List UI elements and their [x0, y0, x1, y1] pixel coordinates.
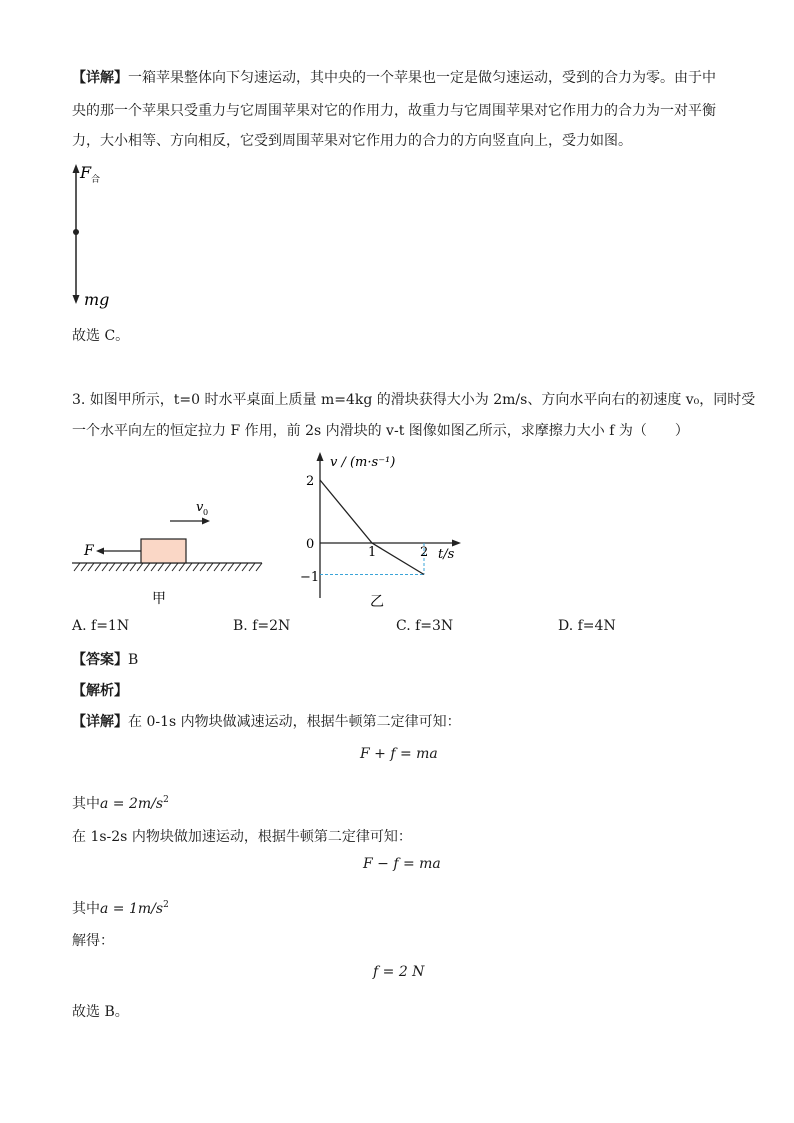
- formula-1: F + f = ma: [360, 746, 438, 762]
- formula-3: f = 2 N: [373, 964, 425, 980]
- analysis-tag: 【解析】: [72, 683, 128, 699]
- detail-paragraph-line-3: 力，大小相等、方向相反，它受到周围苹果对它作用力的合力的方向竖直向上，受力如图。: [72, 133, 632, 149]
- velocity-series-line: [320, 480, 424, 575]
- option-a: A. f=1N: [72, 618, 130, 634]
- line-2-prefix: 其中: [72, 796, 100, 812]
- detail-line-1: [72, 712, 461, 732]
- figure-jia: [70, 495, 270, 610]
- force-down-arrowhead: [73, 295, 80, 304]
- velocity-label: v: [196, 500, 204, 515]
- detail-line-4: [72, 895, 169, 919]
- answer-tag: 【答案】: [72, 652, 128, 668]
- choice-b: 故选 B。: [72, 1004, 129, 1020]
- velocity-subscript: 0: [203, 508, 209, 517]
- answer-line: [72, 650, 138, 670]
- tick-label-y-0: 0: [306, 537, 315, 552]
- tick-label-y-2: 2: [306, 474, 315, 489]
- force-up-subscript: 合: [91, 175, 101, 185]
- sliding-block: [141, 539, 186, 563]
- answer-value: B: [128, 652, 139, 668]
- detail-text-1: 一箱苹果整体向下匀速运动，其中央的一个苹果也一定是做匀速运动，受到的合力为零。由于中: [128, 70, 716, 86]
- force-up-label: F: [80, 163, 92, 182]
- detail-line-5: 解得：: [72, 933, 114, 949]
- surface-hatching: [74, 563, 262, 571]
- velocity-arrowhead: [202, 518, 210, 525]
- force-down-label: mg: [84, 290, 110, 309]
- detail-tag: 【详解】: [72, 70, 128, 86]
- choice-c: 故选 C。: [72, 328, 130, 344]
- detail-text-line-1: 在 0-1s 内物块做减速运动，根据牛顿第二定律可知：: [128, 714, 461, 730]
- option-d: D. f=4N: [558, 618, 616, 634]
- force-up-arrowhead: [73, 164, 80, 173]
- line-4-expression: a = 1m/s: [100, 901, 164, 917]
- line-2-expression: a = 2m/s: [100, 796, 164, 812]
- tick-label-x-1: 1: [368, 545, 377, 560]
- question-3-line-1: 3. 如图甲所示，t=0 时水平桌面上质量 m=4kg 的滑块获得大小为 2m/s、方向水平向右的初速度 v₀，同时受: [72, 392, 756, 408]
- force-diagram: [66, 160, 126, 320]
- tick-label-x-2: 2: [420, 545, 429, 560]
- formula-2: F − f = ma: [363, 856, 441, 872]
- line-4-prefix: 其中: [72, 901, 100, 917]
- detail-line-2: [72, 790, 169, 814]
- question-3-line-2: 一个水平向左的恒定拉力 F 作用，前 2s 内滑块的 v-t 图像如图乙所示，求摩擦力大小 f 为（ ）: [72, 423, 689, 439]
- option-c: C. f=3N: [396, 618, 454, 634]
- figure-yi-vt-graph: [290, 448, 470, 613]
- pull-force-label: F: [84, 543, 94, 559]
- x-axis-arrowhead: [452, 540, 461, 547]
- detail-paragraph-line-1: [72, 68, 716, 88]
- figure-yi-label: 乙: [370, 594, 384, 610]
- line-4-superscript: 2: [163, 900, 169, 910]
- line-2-superscript: 2: [163, 795, 169, 805]
- detail-paragraph-line-2: 央的那一个苹果只受重力与它周围苹果对它的作用力，故重力与它周围苹果对它作用力的合力为一对平衡: [72, 103, 716, 119]
- x-axis-label: t/s: [438, 547, 455, 562]
- option-b: B. f=2N: [233, 618, 291, 634]
- y-axis-label: v / (m·s⁻¹): [330, 455, 396, 470]
- figure-jia-label: 甲: [152, 591, 166, 607]
- tick-label-y-minus-1: −1: [300, 570, 320, 585]
- detail-line-3: 在 1s-2s 内物块做加速运动，根据牛顿第二定律可知：: [72, 829, 412, 845]
- y-axis-arrowhead: [317, 452, 324, 461]
- detail-tag-2: 【详解】: [72, 714, 128, 730]
- pull-force-arrowhead: [96, 548, 104, 555]
- apple-point: [73, 229, 79, 235]
